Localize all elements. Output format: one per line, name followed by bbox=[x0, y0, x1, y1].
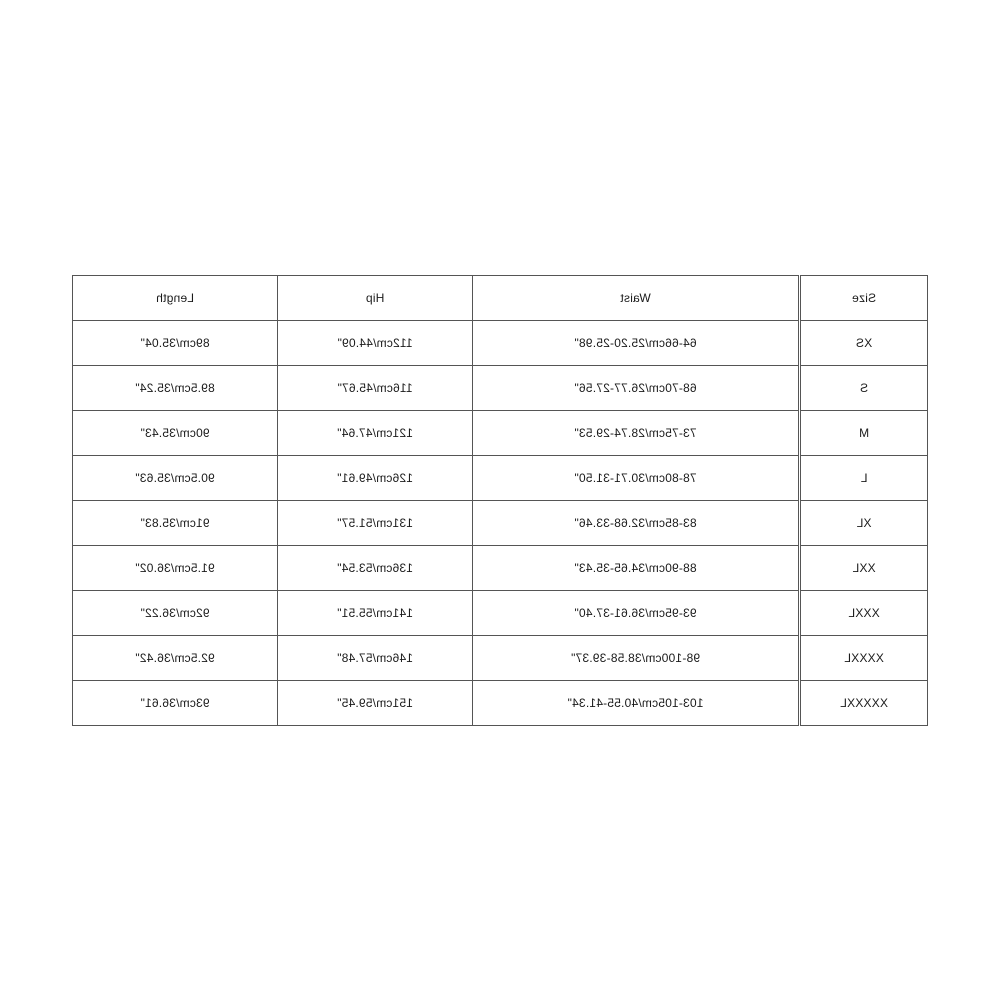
size-cell: XS bbox=[800, 321, 928, 366]
size-cell: XXL bbox=[800, 546, 928, 591]
header-size: Size bbox=[800, 276, 928, 321]
length-cell: 89cm/35.04" bbox=[73, 321, 278, 366]
length-cell: 90.5cm/35.63" bbox=[73, 456, 278, 501]
waist-cell: 68-70cm/26.77-27.56" bbox=[473, 366, 800, 411]
header-length: Length bbox=[73, 276, 278, 321]
waist-cell: 93-95cm/36.61-37.40" bbox=[473, 591, 800, 636]
size-cell: XXXXXL bbox=[800, 681, 928, 726]
waist-cell: 64-66cm/25.20-25.98" bbox=[473, 321, 800, 366]
header-hip: Hip bbox=[278, 276, 473, 321]
length-cell: 91cm/35.83" bbox=[73, 501, 278, 546]
waist-cell: 83-85cm/32.68-33.46" bbox=[473, 501, 800, 546]
table-row bbox=[73, 321, 928, 366]
length-cell: 92.5cm/36.42" bbox=[73, 636, 278, 681]
size-cell: XL bbox=[800, 501, 928, 546]
table-header-row bbox=[73, 276, 928, 321]
hip-cell: 146cm/57.48" bbox=[278, 636, 473, 681]
hip-cell: 136cm/53.54" bbox=[278, 546, 473, 591]
size-cell: XXXL bbox=[800, 591, 928, 636]
table-row bbox=[73, 456, 928, 501]
size-cell: L bbox=[800, 456, 928, 501]
waist-cell: 103-105cm/40.55-41.34" bbox=[473, 681, 800, 726]
hip-cell: 131cm/51.57" bbox=[278, 501, 473, 546]
size-cell: XXXXL bbox=[800, 636, 928, 681]
size-cell: S bbox=[800, 366, 928, 411]
length-cell: 92cm/36.22" bbox=[73, 591, 278, 636]
table-row bbox=[73, 411, 928, 456]
hip-cell: 112cm/44.09" bbox=[278, 321, 473, 366]
table-row bbox=[73, 681, 928, 726]
table-row bbox=[73, 501, 928, 546]
hip-cell: 151cm/59.45" bbox=[278, 681, 473, 726]
waist-cell: 73-75cm/28.74-29.53" bbox=[473, 411, 800, 456]
waist-cell: 98-100cm/38.58-39.37" bbox=[473, 636, 800, 681]
hip-cell: 126cm/49.61" bbox=[278, 456, 473, 501]
length-cell: 90cm/35.43" bbox=[73, 411, 278, 456]
size-cell: M bbox=[800, 411, 928, 456]
length-cell: 91.5cm/36.02" bbox=[73, 546, 278, 591]
length-cell: 93cm/36.61" bbox=[73, 681, 278, 726]
table-row bbox=[73, 636, 928, 681]
length-cell: 89.5cm/35.24" bbox=[73, 366, 278, 411]
waist-cell: 88-90cm/34.65-35.43" bbox=[473, 546, 800, 591]
header-waist: Waist bbox=[473, 276, 800, 321]
waist-cell: 78-80cm/30.71-31.50" bbox=[473, 456, 800, 501]
table-row bbox=[73, 591, 928, 636]
hip-cell: 141cm/55.51" bbox=[278, 591, 473, 636]
table-row bbox=[73, 546, 928, 591]
hip-cell: 116cm/45.67" bbox=[278, 366, 473, 411]
table-row bbox=[73, 366, 928, 411]
hip-cell: 121cm/47.64" bbox=[278, 411, 473, 456]
size-chart-table bbox=[72, 275, 928, 726]
